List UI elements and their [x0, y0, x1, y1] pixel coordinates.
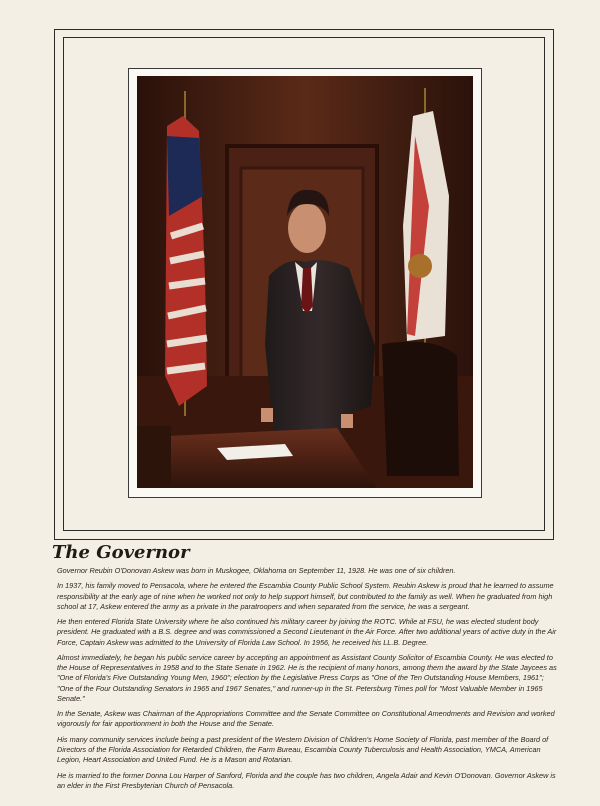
paragraph-community: His many community services include being a past president of the Western Division of Children's Home Society of Florida, past member of the Board of Directors of the Florida Association for Retarded Children, the Farm Bureau, Escambia County Tuberculosis and Health Association, YMCA, American Legion, Heart Association and United Fund. He is a Mason and Rotarian. [57, 734, 549, 765]
biography-text [57, 566, 557, 796]
governor-portrait-photo [137, 76, 473, 488]
paragraph-senate: In the Senate, Askew was Chairman of the Appropriations Committee and the Senate Committee on Constitutional Amendments and Revision and worked vigorously for fair apportionment in both the House and the Senate. [57, 709, 555, 729]
portrait-illustration [137, 76, 473, 488]
paragraph-birth: Governor Reubin O'Donovan Askew was born in Muskogee, Oklahoma on September 11, 1928. He was one of six children. [57, 566, 456, 575]
paragraph-education: He then entered Florida State University where he also continued his military career by joining the ROTC. While at FSU, he was elected student body president. He graduated with a B.S. degree and was commissioned a Second Lieutenant in the Air Force. After two additional years of active duty in the Air Force, Captain Askew was admitted to the University of Florida Law School. In 1956, he received his LL.B. Degree. [57, 617, 557, 647]
paragraph-family: He is married to the former Donna Lou Harper of Sanford, Florida and the couple has two children, Angela Adair and Kevin O'Donovan. Governor Askew is an elder in the First Presbyterian Church of Pensacola. [57, 770, 556, 790]
paragraph-career: Almost immediately, he began his public service career by accepting an appointment as Assistant County Solicitor of Escambia County. He was elected to the House of Representatives in 1958 and to the State Senate in 1962. He is the recipient of many honors, among them the award by the State Jaycees as "One of Florida's Five Outstanding Young Men, 1960"; election by the Legislative Press Corps as "One of the Ten Outstanding House Members, 1961"; "One of the Four Outstanding Senators in 1965 and 1967 Senates," and runner-up in the St. Petersburg Times poll for "Most Valuable Member in 1965 Senate." [57, 652, 557, 703]
paragraph-childhood: In 1937, his family moved to Pensacola, where he entered the Escambia County Public School System. Reubin Askew is proud that he learned to assume responsibility at the early age of nine when he worked not only to help support himself, but contributed to the family as well. When he graduated from high school at 17, Askew entered the army as a private in the paratroopers and when separated from the service, he was a sergeant. [57, 581, 554, 611]
page-title: The Governor [52, 542, 190, 563]
